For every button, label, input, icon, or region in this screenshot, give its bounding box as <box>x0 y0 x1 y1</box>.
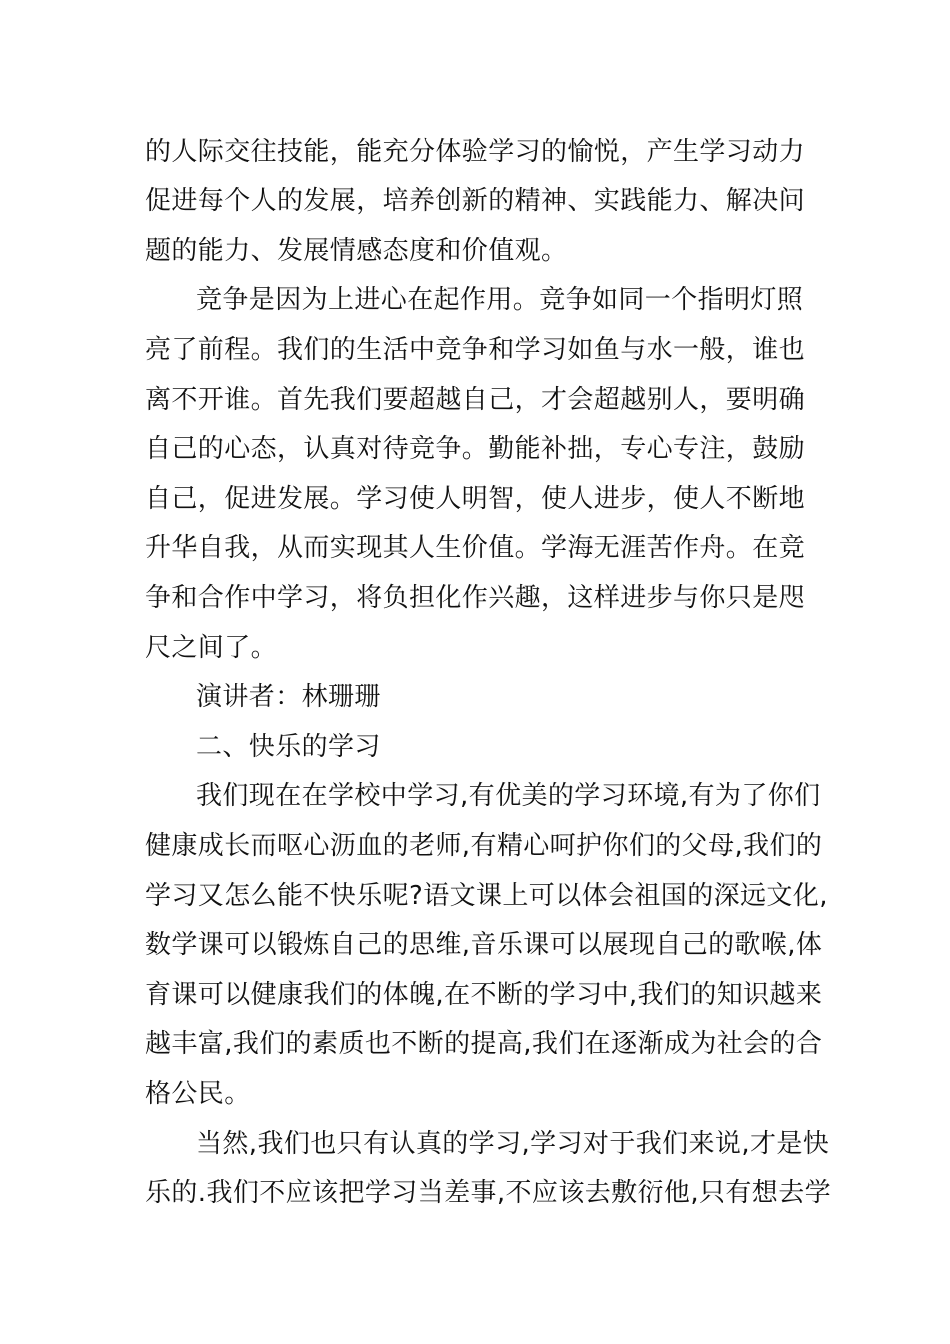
speaker-line: 演讲者：林珊珊 <box>196 682 381 712</box>
text-line: 尺之间了。 <box>145 633 278 663</box>
text-line: 健康成长而呕心沥血的老师,有精心呵护你们的父母,我们的 <box>145 831 823 861</box>
text-line: 题的能力、发展情感态度和价值观。 <box>145 236 568 266</box>
text-line: 促进每个人的发展，培养创新的精神、实践能力、解决问 <box>145 186 806 216</box>
section-heading: 二、快乐的学习 <box>196 732 381 762</box>
text-line: 的人际交往技能，能充分体验学习的愉悦，产生学习动力 <box>145 137 806 167</box>
paragraph-first-line: 竞争是因为上进心在起作用。竞争如同一个指明灯照 <box>196 285 804 315</box>
text-line: 自己的心态，认真对待竞争。勤能补拙，专心专注，鼓励 <box>145 434 806 464</box>
text-line: 争和合作中学习，将负担化作兴趣，这样进步与你只是咫 <box>145 583 806 613</box>
text-line: 亮了前程。我们的生活中竞争和学习如鱼与水一般，谁也 <box>145 335 806 365</box>
paragraph-first-line: 当然,我们也只有认真的学习,学习对于我们来说,才是快 <box>196 1129 830 1159</box>
text-line: 育课可以健康我们的体魄,在不断的学习中,我们的知识越来 <box>145 980 823 1010</box>
text-line: 升华自我，从而实现其人生价值。学海无涯苦作舟。在竞 <box>145 533 806 563</box>
text-line: 离不开谁。首先我们要超越自己，才会超越别人，要明确 <box>145 385 806 415</box>
text-line: 数学课可以锻炼自己的思维,音乐课可以展现自己的歌喉,体 <box>145 930 823 960</box>
text-line: 越丰富,我们的素质也不断的提高,我们在逐渐成为社会的合 <box>145 1029 823 1059</box>
text-line: 格公民。 <box>145 1079 251 1109</box>
text-line: 学习又怎么能不快乐呢?语文课上可以体会祖国的深远文化, <box>145 881 828 911</box>
text-line: 自己，促进发展。学习使人明智，使人进步，使人不断地 <box>145 484 806 514</box>
text-line: 乐的.我们不应该把学习当差事,不应该去敷衍他,只有想去学 <box>145 1178 831 1208</box>
paragraph-first-line: 我们现在在学校中学习,有优美的学习环境,有为了你们 <box>196 781 821 811</box>
